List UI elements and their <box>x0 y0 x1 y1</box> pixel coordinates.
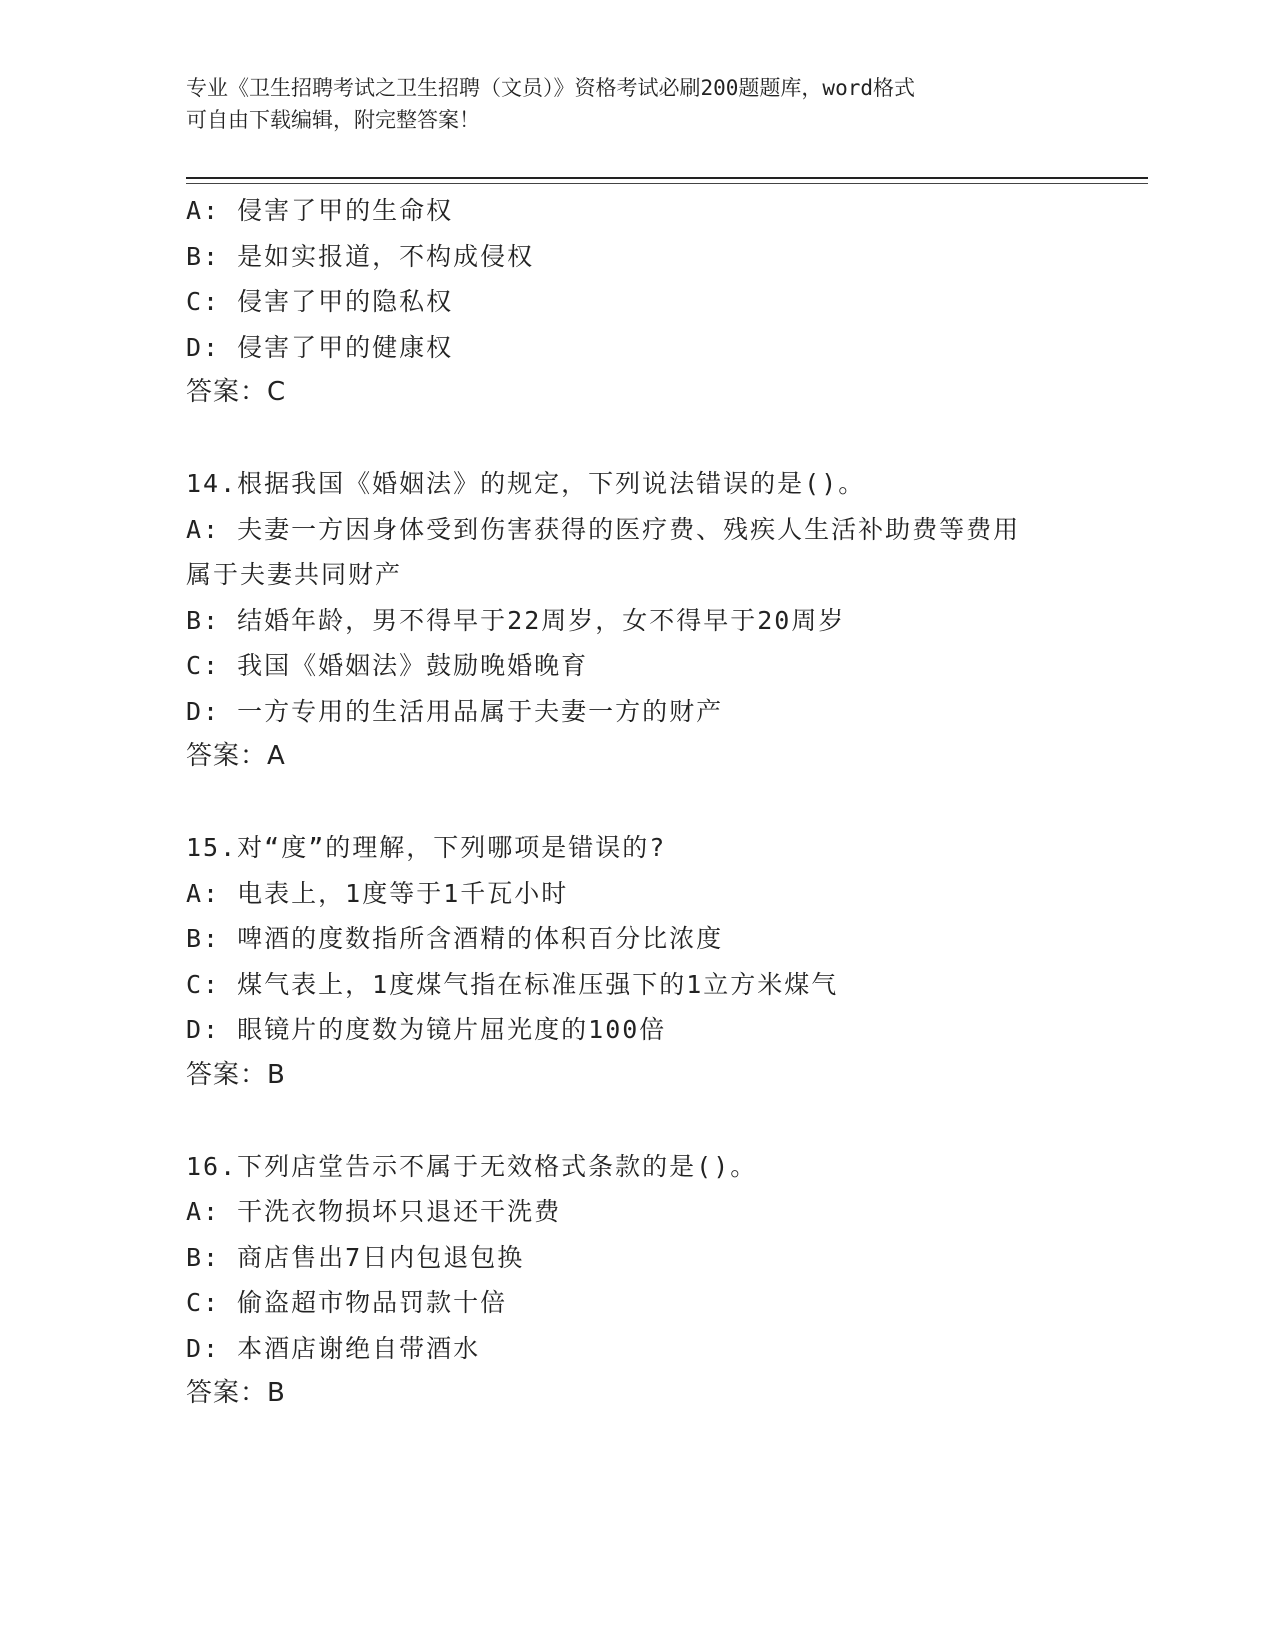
question-block <box>186 461 1086 780</box>
answer-text: 答案：B <box>186 1059 286 1090</box>
option-line: A: 电表上，1度等于1千瓦小时 <box>186 878 569 908</box>
option-line: C: 侵害了甲的隐私权 <box>186 287 454 316</box>
option-line: B: 结婚年龄，男不得早于22周岁，女不得早于20周岁 <box>186 605 846 635</box>
question-text: 16.下列店堂告示不属于无效格式条款的是()。 <box>186 1151 758 1181</box>
option-line: D: 本酒店谢绝自带酒水 <box>186 1333 481 1363</box>
block-spacer <box>186 780 1086 826</box>
option-line: D: 侵害了甲的健康权 <box>186 332 454 362</box>
option-line: C: 我国《婚姻法》鼓励晚婚晚育 <box>186 651 589 680</box>
header-rule-thin <box>186 183 1148 184</box>
block-spacer <box>186 1098 1086 1144</box>
answer-text: 答案：A <box>186 741 286 771</box>
question-block <box>186 1144 1086 1417</box>
option-line: A: 侵害了甲的生命权 <box>186 196 454 225</box>
option-line: A: 夫妻一方因身体受到伤害获得的医疗费、残疾人生活补助费等费用 <box>186 514 1021 544</box>
header-line-2: 可自由下载编辑，附完整答案！ <box>186 108 480 132</box>
option-line: B: 啤酒的度数指所含酒精的体积百分比浓度 <box>186 924 724 953</box>
option-line: 属于夫妻共同财产 <box>186 560 403 589</box>
option-line: D: 眼镜片的度数为镜片屈光度的100倍 <box>186 1015 667 1044</box>
block-spacer <box>186 416 1086 462</box>
answer-text: 答案：C <box>186 377 287 407</box>
header-rule-thick <box>186 177 1148 179</box>
question-block <box>186 825 1086 1098</box>
question-list <box>186 188 1086 1417</box>
option-line: C: 煤气表上，1度煤气指在标准压强下的1立方米煤气 <box>186 969 839 999</box>
header-line-1: 专业《卫生招聘考试之卫生招聘（文员）》资格考试必刷200题题库，word格式 <box>186 76 915 100</box>
answer-text: 答案：B <box>186 1378 286 1408</box>
option-line: A: 干洗衣物损坏只退还干洗费 <box>186 1197 562 1226</box>
question-block <box>186 188 1086 416</box>
option-line: D: 一方专用的生活用品属于夫妻一方的财产 <box>186 696 724 726</box>
question-text: 15.对“度”的理解，下列哪项是错误的? <box>186 833 667 862</box>
option-line: B: 商店售出7日内包退包换 <box>186 1242 525 1272</box>
document-header <box>186 72 1066 136</box>
question-text: 14.根据我国《婚姻法》的规定，下列说法错误的是()。 <box>186 469 866 498</box>
option-line: C: 偷盗超市物品罚款十倍 <box>186 1288 508 1317</box>
option-line: B: 是如实报道，不构成侵权 <box>186 241 535 271</box>
